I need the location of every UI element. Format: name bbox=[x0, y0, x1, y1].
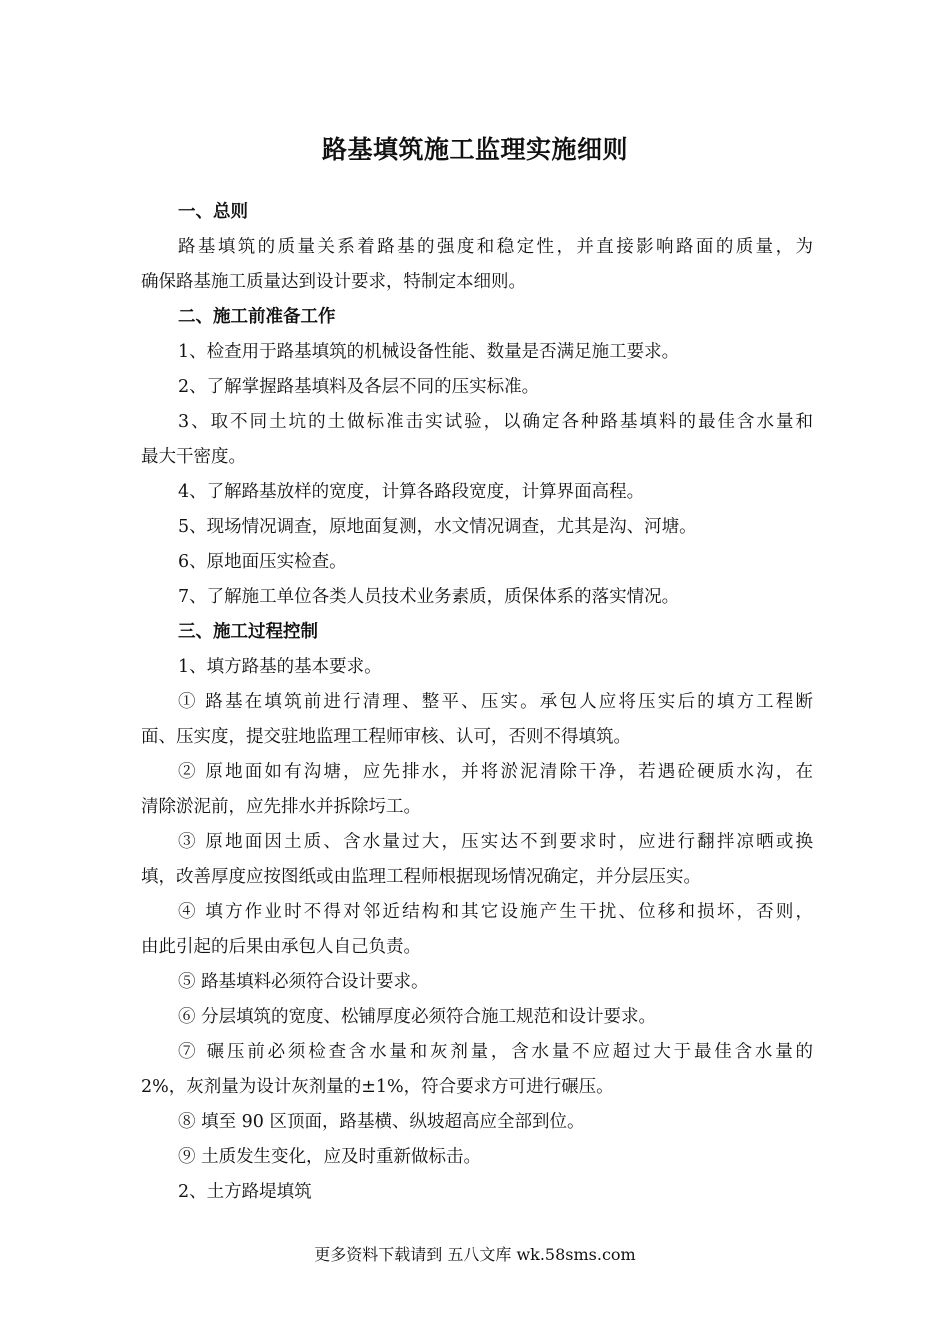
list-item: ③ 原地面因土质、含水量过大，压实达不到要求时，应进行翻拌凉晒或换 bbox=[178, 832, 813, 852]
list-item-continuation: 2%，灰剂量为设计灰剂量的±1%，符合要求方可进行碾压。 bbox=[141, 1077, 614, 1097]
subsection-heading: 1、填方路基的基本要求。 bbox=[178, 657, 382, 677]
list-item: 3、取不同土坑的土做标准击实试验，以确定各种路基填料的最佳含水量和 bbox=[178, 412, 813, 432]
paragraph-line: 确保路基施工质量达到设计要求，特制定本细则。 bbox=[141, 272, 526, 292]
list-item: 5、现场情况调查，原地面复测，水文情况调查，尤其是沟、河塘。 bbox=[178, 517, 697, 537]
list-item-continuation: 最大干密度。 bbox=[141, 447, 246, 467]
list-item-continuation: 由此引起的后果由承包人自己负责。 bbox=[141, 937, 421, 957]
list-item: ② 原地面如有沟塘，应先排水，并将淤泥清除干净，若遇砼硬质水沟，在 bbox=[178, 762, 813, 782]
list-item: ⑧ 填至 90 区顶面，路基横、纵坡超高应全部到位。 bbox=[178, 1112, 585, 1132]
paragraph-line: 路基填筑的质量关系着路基的强度和稳定性，并直接影响路面的质量，为 bbox=[178, 237, 813, 257]
list-item-continuation: 清除淤泥前，应先排水并拆除圬工。 bbox=[141, 797, 421, 817]
list-item: ⑨ 土质发生变化，应及时重新做标击。 bbox=[178, 1147, 482, 1167]
list-item: 4、了解路基放样的宽度，计算各路段宽度，计算界面高程。 bbox=[178, 482, 645, 502]
list-item-continuation: 面、压实度，提交驻地监理工程师审核、认可，否则不得填筑。 bbox=[141, 727, 631, 747]
section-heading-process: 三、施工过程控制 bbox=[178, 622, 318, 642]
list-item: ④ 填方作业时不得对邻近结构和其它设施产生干扰、位移和损坏，否则， bbox=[178, 902, 813, 922]
page-footer: 更多资料下载请到 五八文库 wk.58sms.com bbox=[314, 1245, 636, 1264]
list-item: 6、原地面压实检查。 bbox=[178, 552, 347, 572]
document-title: 路基填筑施工监理实施细则 bbox=[321, 135, 628, 164]
section-heading-general: 一、总则 bbox=[178, 202, 248, 222]
list-item: 1、检查用于路基填筑的机械设备性能、数量是否满足施工要求。 bbox=[178, 342, 680, 362]
list-item: ⑤ 路基填料必须符合设计要求。 bbox=[178, 972, 429, 992]
list-item: 7、了解施工单位各类人员技术业务素质，质保体系的落实情况。 bbox=[178, 587, 680, 607]
section-heading-preparation: 二、施工前准备工作 bbox=[178, 307, 336, 327]
list-item: ⑦ 碾压前必须检查含水量和灰剂量，含水量不应超过大于最佳含水量的 bbox=[178, 1042, 813, 1062]
list-item: ① 路基在填筑前进行清理、整平、压实。承包人应将压实后的填方工程断 bbox=[178, 692, 813, 712]
list-item: 2、了解掌握路基填料及各层不同的压实标准。 bbox=[178, 377, 540, 397]
list-item: ⑥ 分层填筑的宽度、松铺厚度必须符合施工规范和设计要求。 bbox=[178, 1007, 657, 1027]
subsection-heading: 2、土方路堤填筑 bbox=[178, 1182, 312, 1202]
list-item-continuation: 填，改善厚度应按图纸或由监理工程师根据现场情况确定，并分层压实。 bbox=[141, 867, 701, 887]
